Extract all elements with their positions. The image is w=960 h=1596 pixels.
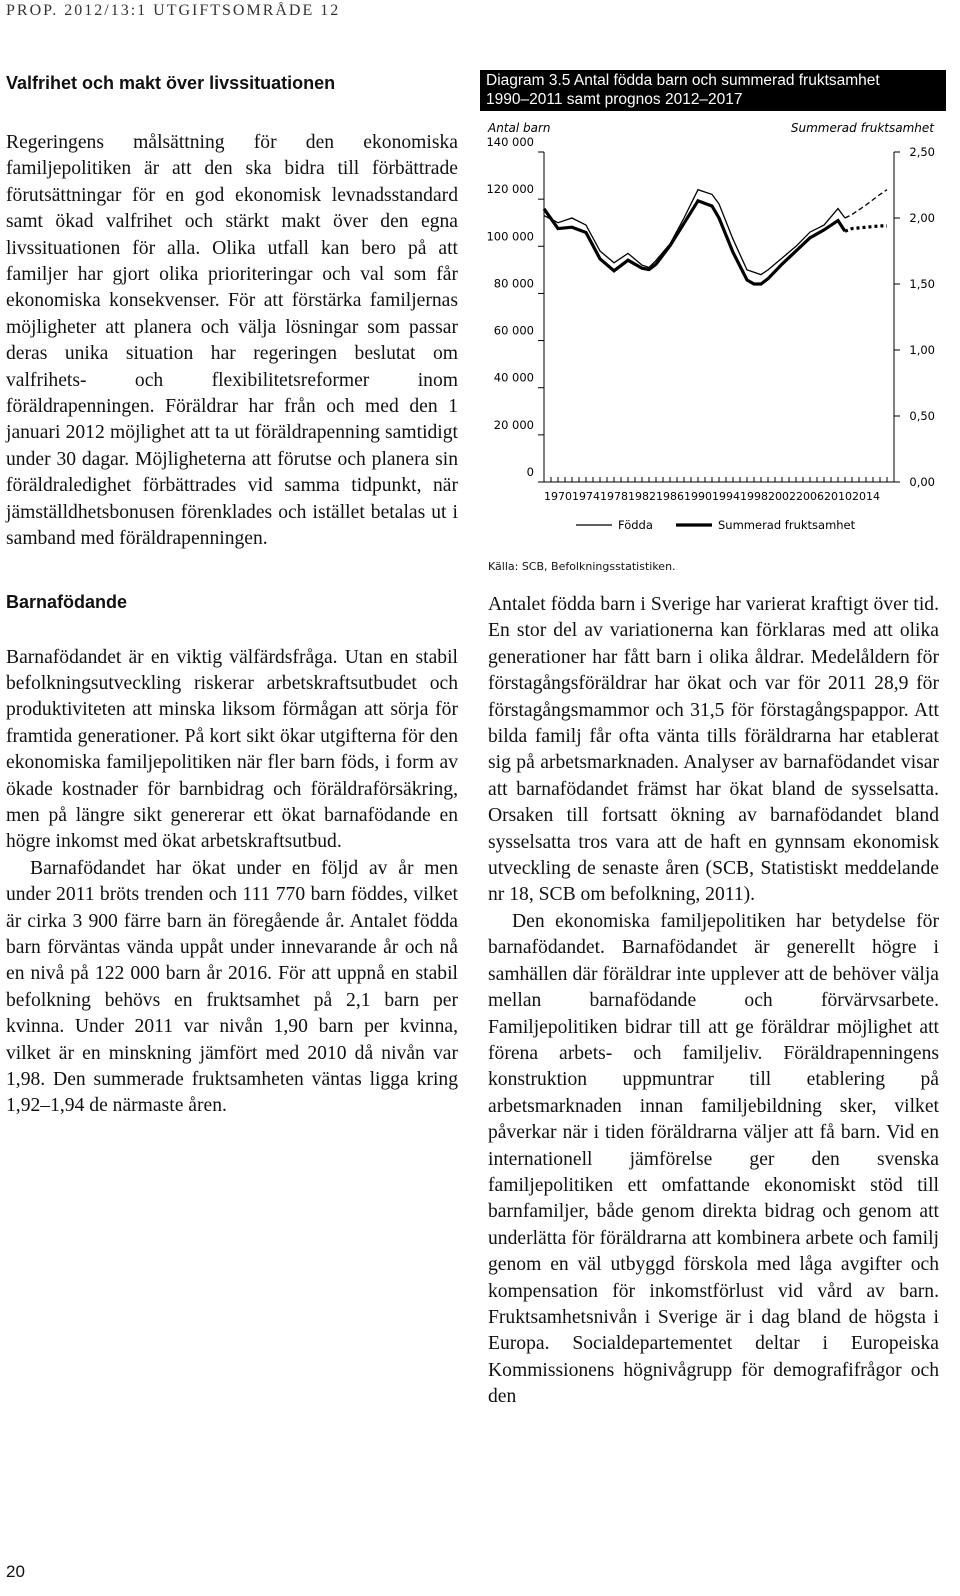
section-heading-barnafodande: Barnafödande <box>6 591 128 612</box>
y-right-tick-label: 1,00 <box>909 343 935 357</box>
right-column <box>488 592 939 1411</box>
paragraph-barnafodande-2: Barnafödandet har ökat under en följd av år men under 2011 bröts trenden och 111 770 barn föddes, vilket är cirka 3 900 färre barn än föregående år. Antalet födda barn förväntas vända uppåt under innevarande år och nå en nivå på 122 000 barn år 2016. För att uppnå en stabil befolkning behövs en fruktsamhet på 2,1 barn per kvinna. Under 2011 var nivån 1,90 barn per kvinna, vilket är en minskning jämfört med 2010 då nivån var 1,98. Den summerade fruktsamheten väntas ligga kring 1,92–1,94 de närmaste åren. <box>6 857 458 1117</box>
x-tick-label: 1978 <box>600 490 628 503</box>
x-tick-label: 1994 <box>712 490 740 503</box>
section-heading-valfrihet: Valfrihet och makt över livssituationen <box>6 73 336 93</box>
x-tick-label: 1998 <box>740 490 768 503</box>
diagram-title-line1: Diagram 3.5 Antal födda barn och summerad fruktsamhet <box>486 72 880 89</box>
x-tick-label: 2014 <box>852 490 880 503</box>
spacer <box>6 615 458 645</box>
spacer <box>6 553 458 589</box>
y-left-tick-label: 40 000 <box>493 370 534 385</box>
x-tick-label: 1990 <box>684 490 712 503</box>
page-number: 20 <box>6 1562 25 1581</box>
x-tick-label: 2002 <box>768 490 796 503</box>
x-tick-label: 2006 <box>796 490 824 503</box>
left-column <box>6 70 458 1120</box>
y-right-tick-label: 0,50 <box>909 409 935 423</box>
paragraph-right-1: Antalet födda barn i Sverige har varierat kraftigt över tid. En stor del av variationerna kan förklaras med att olika generationer har fått barn i olika åldrar. Medelåldern för förstagångsföräldrar har ökat och var för 2011 28,9 för förstagångsmammor och 31,5 för förstagångspappor. Att bilda familj får ofta vänta tills föräldrarna har etablerat sig på arbetsmarknaden. Analyser av barnafödandet visar att barnafödandet främst har ökat bland de sysselsatta. Orsaken till fortsatt ökning av barnafödandet bland sysselsatta tros vara att de haft en gynnsam ekonomisk utveckling de senaste åren (SCB, Statistiskt meddelande nr 18, SCB om befolkning, 2011). <box>488 594 939 906</box>
paragraph-right-2: Den ekonomiska familjepolitiken har betydelse för barnafödandet. Barnafödandet är generellt högre i samhällen där föräldrar inte upplever att de behöver välja mellan barnafödande och förvärvsarbete. Familjepolitiken bidrar till att ge föräldrar möjlighet att förena arbets- och familjeliv. Föräldrapenningens konstruktion uppmuntrar till etablering på arbetsmarknaden innan familjebildning sker, vilket påverkar när i tiden föräldrarna väljer att få barn. Vid en internationell jämförelse ger den svenska familjepolitiken ett omfattande ekonomiskt stöd till barnfamiljer, både genom direkta bidrag och genom att underlätta för föräldrarna att kombinera arbete och familj genom en väl utbyggd förskola med låga avgifter och kompensation för inkomstförlust vid vård av barn. Fruktsamhetsnivån i Sverige är i dag bland de högsta i Europa. Socialdepartementet deltar i Europeiska Kommissionens högnivågrupp för demografifrågor och den <box>488 910 939 1408</box>
y-left-tick-label: 20 000 <box>493 417 534 432</box>
diagram-title <box>480 70 946 111</box>
y-right-axis-title: Summerad fruktsamhet <box>790 121 934 135</box>
y-left-axis-title: Antal barn <box>488 121 551 135</box>
births-fertility-chart <box>480 112 946 552</box>
legend-label-fruktsamhet: Summerad fruktsamhet <box>718 518 856 532</box>
y-left-tick-label: 120 000 <box>486 182 534 197</box>
diagram-source: Källa: SCB, Befolkningsstatistiken. <box>488 560 676 573</box>
y-right-tick-label: 2,50 <box>909 145 935 159</box>
x-tick-label: 1982 <box>628 490 656 503</box>
y-right-tick-label: 1,50 <box>909 277 935 291</box>
y-left-tick-label: 140 000 <box>486 135 534 149</box>
series-fodda-prognos-line <box>845 190 887 218</box>
series-fodda-line <box>544 190 845 275</box>
diagram-3-5 <box>480 70 946 580</box>
running-header: PROP. 2012/13:1 UTGIFTSOMRÅDE 12 <box>6 2 341 19</box>
x-tick-label: 1986 <box>656 490 684 503</box>
x-tick-label: 2010 <box>824 490 852 503</box>
legend-label-fodda: Födda <box>618 518 653 532</box>
y-left-tick-label: 80 000 <box>493 276 534 291</box>
y-right-tick-label: 2,00 <box>909 211 935 225</box>
y-left-tick-label: 0 <box>526 465 534 479</box>
series-fruktsamhet-prognos-line <box>845 226 887 231</box>
diagram-title-line2: 1990–2011 samt prognos 2012–2017 <box>486 91 743 108</box>
paragraph-valfrihet: Regeringens målsättning för den ekonomiska familjepolitiken är att den ska bidra till förbättrade förutsättningar för en god ekonomisk levnadsstandard samt ökad valfrihet och stärkt makt över den egna livssituationen för alla. Olika utfall kan bero på att familjer har gjort olika prioriteringar och val som får ekonomiska konsekvenser. För att förstärka familjernas möjligheter att planera och välja lösningar som passar deras unika situation har regeringen beslutat om valfrihets- och flexibilitetsreformer inom föräldrapenningen. Föräldrar har från och med den 1 januari 2012 möjlighet att ta ut föräldrapenning samtidigt under 30 dagar. Möjligheterna att förutse och planera sin föräldraledighet förbättrades vid samma tidpunkt, när jämställdhetsbonusen förenklades och istället betalas ut i samband med föräldrapenningen. <box>6 132 458 550</box>
paragraph-barnafodande-1: Barnafödandet är en viktig välfärdsfråga. Utan en stabil befolkningsutveckling riskerar arbetskraftsutbudet och produktiviteten att minska liksom förmågan att sörja för framtida generationer. På kort sikt ökar utgifterna för den ekonomiska familjepolitiken när fler barn föds, i form av ökade kostnader för barnbidrag och föräldraförsäkring, men på längre sikt genererar ett ökat barnafödande en högre inkomst med ökat arbetskraftsutbud. <box>6 646 458 853</box>
y-left-tick-label: 60 000 <box>493 323 534 338</box>
x-tick-label: 1970 <box>544 490 572 503</box>
y-left-tick-label: 100 000 <box>486 229 534 244</box>
x-tick-label: 1974 <box>572 490 600 503</box>
spacer <box>6 96 458 130</box>
y-right-tick-label: 0,00 <box>909 475 935 489</box>
